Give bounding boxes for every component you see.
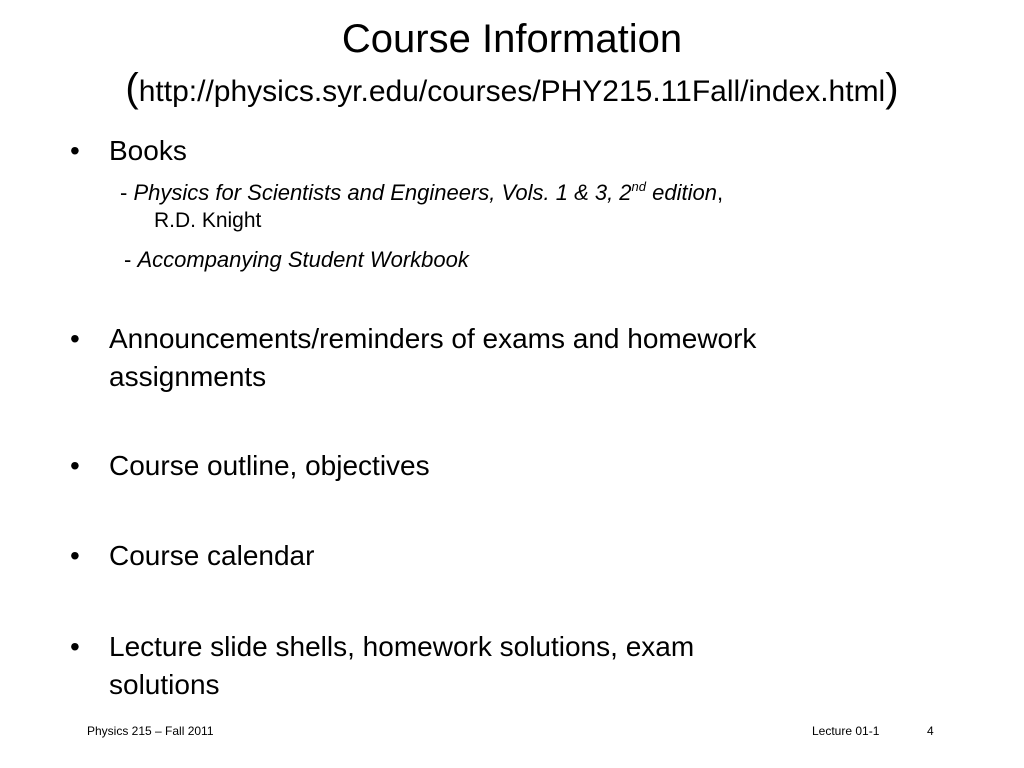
slide-title: Course Information	[341, 17, 683, 61]
book-comma: ,	[716, 180, 724, 205]
course-url-line	[0, 64, 1024, 112]
bullet-marker: •	[70, 631, 80, 662]
bullet-text: Course calendar	[109, 540, 315, 571]
url-close-paren: )	[885, 66, 899, 110]
bullet-marker: •	[70, 135, 80, 166]
book-dash: -	[124, 247, 132, 272]
footer-page-number: 4	[927, 724, 934, 738]
url-open-paren: (	[125, 66, 139, 110]
footer-course: Physics 215 – Fall 2011	[87, 724, 214, 738]
bullet-text: Announcements/reminders of exams and homework	[109, 323, 757, 354]
book-edition-word: edition	[646, 180, 717, 205]
bullet-text-continued: solutions	[109, 669, 220, 700]
footer-lecture: Lecture 01-1	[812, 724, 880, 738]
bullet-marker: •	[70, 450, 80, 481]
book-author: R.D. Knight	[154, 209, 262, 232]
book-dash: -	[120, 180, 128, 205]
course-url: http://physics.syr.edu/courses/PHY215.11Fall/index.html	[138, 75, 886, 108]
bullet-text: Books	[109, 135, 187, 166]
book-item-workbook	[124, 245, 469, 275]
book-item-textbook	[120, 178, 723, 208]
slide-title-block	[0, 14, 1024, 112]
bullet-text-continued: assignments	[109, 361, 267, 392]
book-title: Physics for Scientists and Engineers, Vols. 1 & 3, 2	[133, 180, 632, 205]
bullet-text: Course outline, objectives	[109, 450, 430, 481]
book-edition-superscript: nd	[631, 179, 647, 194]
bullet-text: Lecture slide shells, homework solutions, exam	[109, 631, 695, 662]
bullet-marker: •	[70, 540, 80, 571]
book-title: Accompanying Student Workbook	[137, 247, 469, 272]
bullet-marker: •	[70, 323, 80, 354]
